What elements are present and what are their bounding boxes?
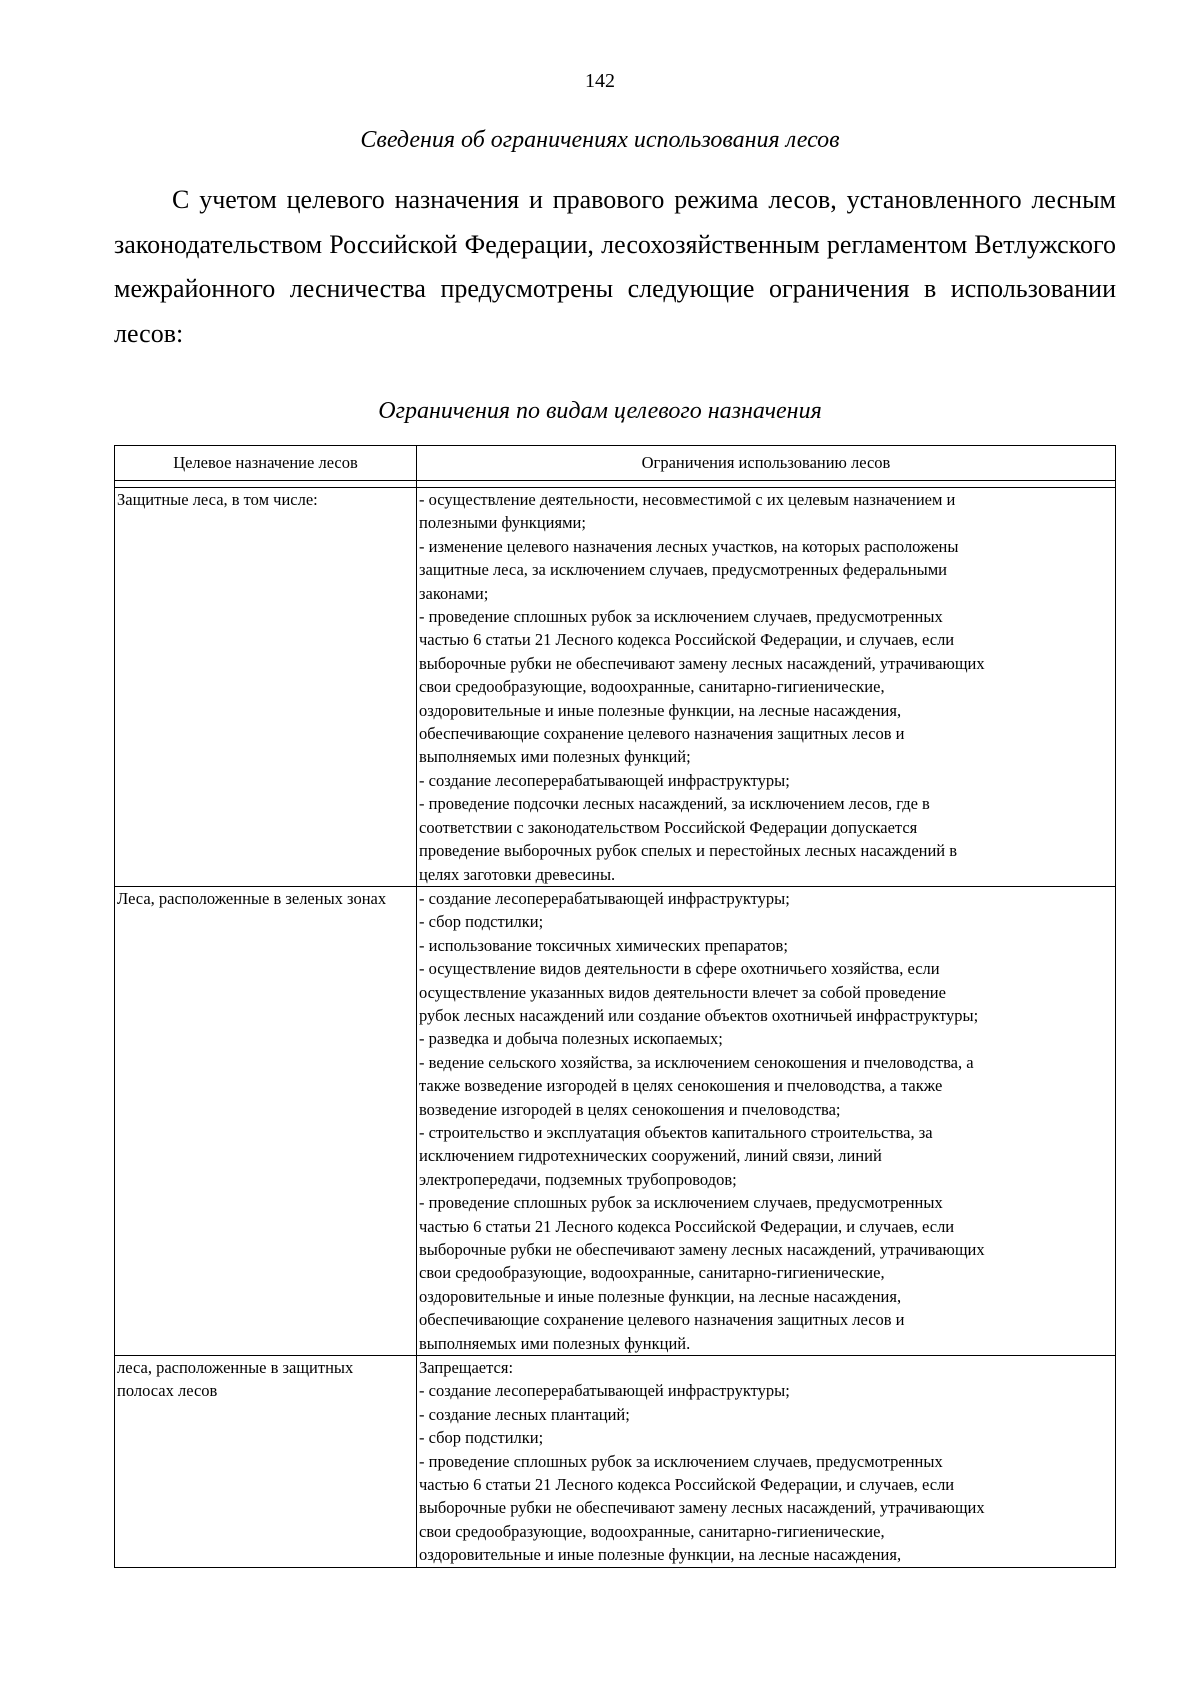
restriction-line: выполняемых ими полезных функций. [419,1333,691,1353]
header-restrictions: Ограничения использованию лесов [417,446,1116,481]
intro-paragraph: С учетом целевого назначения и правового режима лесов, установленного лесным законодательством Российской Федерации, лесохозяйственным регламентом Ветлужского межрайонного лесничества предусмотрены следующие ограничения в использовании лесов: [114,185,1116,348]
purpose-cell: леса, расположенные в защитных полосах лесов [115,1356,417,1568]
restriction-line: - создание лесоперерабатывающей инфраструктуры; [419,888,790,908]
restriction-line: - проведение сплошных рубок за исключением случаев, предусмотренных [419,1451,943,1471]
restriction-line: - создание лесных плантаций; [419,1404,630,1424]
restriction-line: - проведение сплошных рубок за исключением случаев, предусмотренных [419,607,943,627]
restriction-line: проведение выборочных рубок спелых и перестойных лесных насаждений в [419,841,958,861]
restriction-line: выборочные рубки не обеспечивают замену лесных насаждений, утрачивающих [419,1498,985,1518]
restriction-line: Запрещается: [419,1358,514,1378]
restriction-line: исключением гидротехнических сооружений, линий связи, линий [419,1146,882,1166]
header-spacer-row [115,481,1116,488]
restriction-line: - проведение подсочки лесных насаждений, за исключением лесов, где в [419,794,930,814]
restriction-line: выборочные рубки не обеспечивают замену лесных насаждений, утрачивающих [419,653,985,673]
purpose-cell: Леса, расположенные в зеленых зонах [115,886,417,1355]
restriction-line: соответствии с законодательством Российской Федерации допускается [419,817,918,837]
table-row [115,886,1116,1355]
table-caption: Ограничения по видам целевого назначения [378,398,822,424]
restriction-line: - разведка и добыча полезных ископаемых; [419,1029,723,1049]
restriction-line: - осуществление видов деятельности в сфере охотничьего хозяйства, если [419,959,940,979]
restriction-line: выполняемых ими полезных функций; [419,747,691,767]
restriction-line: целях заготовки древесины. [419,864,616,884]
restriction-line: осуществление указанных видов деятельности влечет за собой проведение [419,982,946,1002]
restriction-line: обеспечивающие сохранение целевого назначения защитных лесов и [419,724,905,744]
table-row [115,1356,1116,1568]
page-number: 142 [585,70,615,92]
restriction-line: частью 6 статьи 21 Лесного кодекса Российской Федерации, и случаев, если [419,1216,955,1236]
restriction-line: - проведение сплошных рубок за исключением случаев, предусмотренных [419,1193,943,1213]
restriction-line: рубок лесных насаждений или создание объектов охотничьей инфраструктуры; [419,1005,979,1025]
restriction-line: выборочные рубки не обеспечивают замену лесных насаждений, утрачивающих [419,1240,985,1259]
restriction-line: частью 6 статьи 21 Лесного кодекса Российской Федерации, и случаев, если [419,1475,955,1495]
restriction-line: - сбор подстилки; [419,1428,544,1448]
restriction-line: оздоровительные и иные полезные функции, на лесные насаждения, [419,700,902,720]
purpose-cell: Защитные леса, в том числе: [115,488,417,887]
restriction-line: частью 6 статьи 21 Лесного кодекса Российской Федерации, и случаев, если [419,630,955,650]
table-row [115,488,1116,887]
restriction-line: - создание лесоперерабатывающей инфраструктуры; [419,1381,790,1401]
restrictions-cell [417,488,1116,887]
restrictions-cell [417,886,1116,1355]
restriction-line: полезными функциями; [419,513,586,533]
restriction-line: защитные леса, за исключением случаев, предусмотренных федеральными [419,560,947,580]
restriction-line: - создание лесоперерабатывающей инфраструктуры; [419,770,790,790]
restriction-line: возведение изгородей в целях сенокошения и пчеловодства; [419,1099,841,1119]
restrictions-table [114,445,1116,1568]
restriction-line: оздоровительные и иные полезные функции, на лесные насаждения, [419,1286,902,1306]
section-title: Сведения об ограничениях использования лесов [360,127,840,153]
restriction-line: - строительство и эксплуатация объектов капитального строительства, за [419,1122,933,1142]
spacer-cell [417,481,1116,488]
restriction-line: - сбор подстилки; [419,912,544,932]
table-body [115,488,1116,1568]
restriction-line: - ведение сельского хозяйства, за исключением сенокошения и пчеловодства, а [419,1052,974,1072]
restriction-line: - использование токсичных химических препаратов; [419,935,788,955]
restriction-line: свои средообразующие, водоохранные, санитарно-гигиенические, [419,677,885,697]
restriction-line: - изменение целевого назначения лесных участков, на которых расположены [419,536,959,556]
restriction-line: также возведение изгородей в целях сенокошения и пчеловодства, а также [419,1076,943,1096]
restriction-line: свои средообразующие, водоохранные, санитарно-гигиенические, [419,1263,885,1283]
table-header-row [115,446,1116,481]
restriction-line: электропередачи, подземных трубопроводов; [419,1169,737,1189]
header-purpose: Целевое назначение лесов [115,446,417,481]
spacer-cell [115,481,417,488]
restriction-line: обеспечивающие сохранение целевого назначения защитных лесов и [419,1310,905,1330]
restriction-line: законами; [419,583,489,603]
restriction-line: оздоровительные и иные полезные функции, на лесные насаждения, [419,1545,902,1565]
restriction-line: - осуществление деятельности, несовместимой с их целевым назначением и [419,490,956,509]
restriction-line: свои средообразующие, водоохранные, санитарно-гигиенические, [419,1521,885,1541]
restrictions-cell [417,1356,1116,1568]
